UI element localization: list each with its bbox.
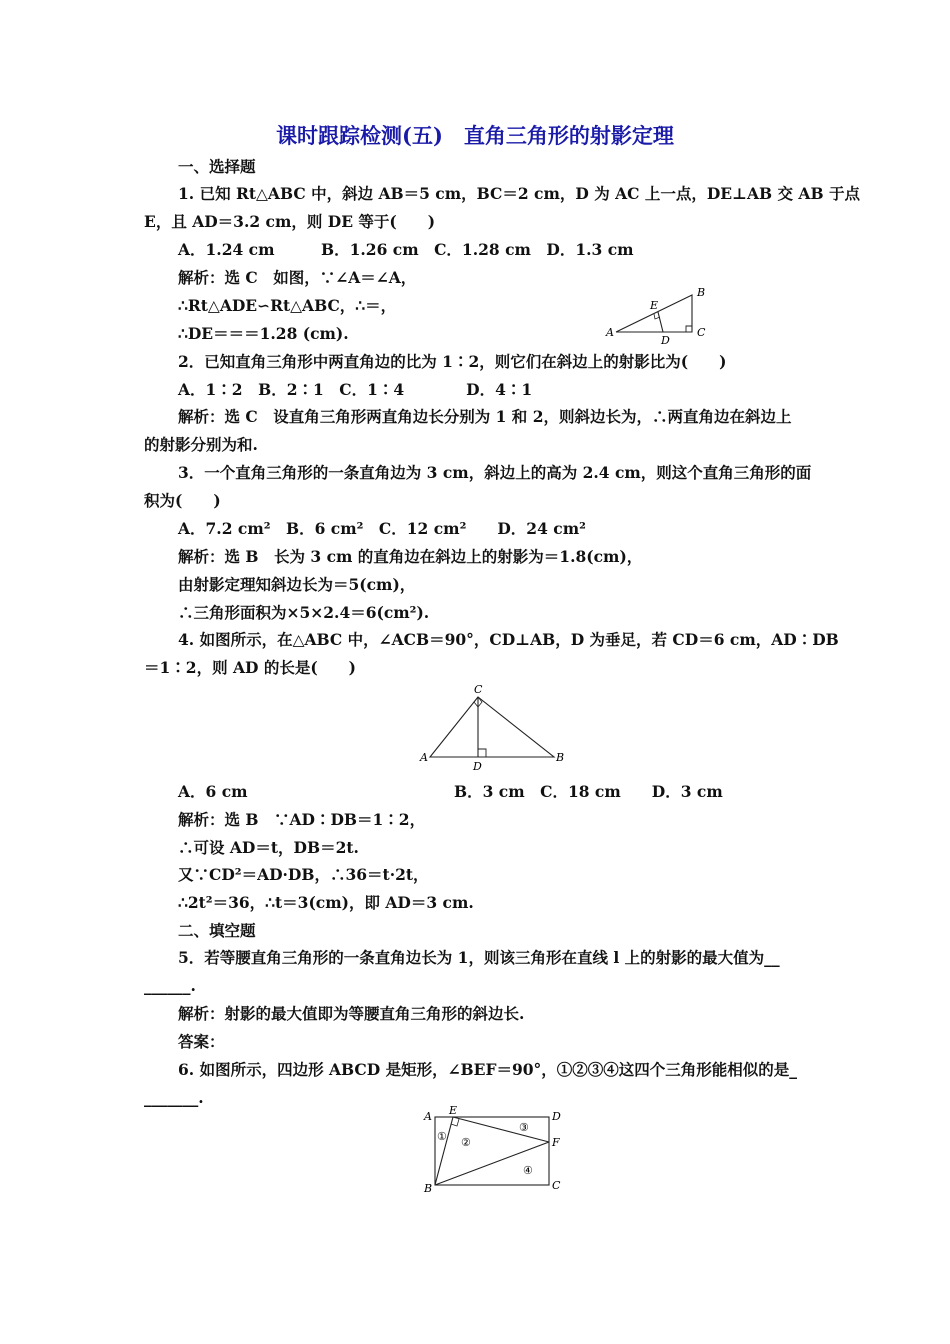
q6-label-d: D [552, 1110, 561, 1123]
q1-stem-line2: E，且 AD＝3.2 cm，则 DE 等于( ) [144, 212, 436, 231]
q1-label-c: C [697, 326, 706, 339]
q4-triangle-abc [430, 697, 554, 757]
q6-label-e: E [449, 1104, 458, 1117]
q4-label-a: A [420, 751, 428, 764]
q6-stem-line2: _______. [144, 1088, 204, 1107]
q6-label-b: B [424, 1182, 433, 1195]
q3-solution-line2: 由射影定理知斜边长为＝5(cm)， [178, 575, 416, 594]
q6-stem-line1: 6. 如图所示，四边形 ABCD 是矩形，∠BEF＝90°，①②③④这四个三角形能相似的是_ [178, 1060, 798, 1079]
q3-stem-line2: 积为( ) [144, 491, 221, 510]
q3-solution-line3: ∴三角形面积为×5×2.4＝6(cm²). [178, 603, 430, 622]
q4-solution-line1: 解析：选 B ∵AD∶DB＝1∶2， [178, 810, 426, 829]
q1-solution-line1: 解析：选 C 如图，∵∠A＝∠A， [178, 268, 417, 287]
q4-options-right: B．3 cm C．18 cm D．3 cm [454, 782, 723, 801]
q6-region-3: ③ [519, 1121, 529, 1134]
q5-stem-line1: 5．若等腰直角三角形的一条直角边长为 1，则该三角形在直线 l 上的射影的最大值为__ [178, 948, 780, 967]
q6-label-f: F [552, 1136, 560, 1149]
q4-stem-line1: 4. 如图所示，在△ABC 中，∠ACB＝90°，CD⊥AB，D 为垂足，若 CD＝6 cm，AD∶DB [178, 630, 839, 649]
q6-region-2: ② [461, 1136, 471, 1149]
q1-label-e: E [650, 299, 659, 312]
q4-figure [418, 682, 568, 774]
q6-region-4: ④ [523, 1164, 533, 1177]
q1-label-b: B [697, 286, 706, 299]
section-heading-fill: 二、填空题 [178, 921, 256, 940]
q6-segment-be [435, 1117, 453, 1185]
q1-label-d: D [661, 334, 670, 346]
page-title: 课时跟踪检测(五) 直角三角形的射影定理 [276, 123, 674, 148]
q1-options: A．1.24 cm B．1.26 cm C．1.28 cm D．1.3 cm [178, 240, 634, 259]
q4-right-angle-mark-d [478, 749, 486, 757]
q6-region-1: ① [437, 1130, 447, 1143]
q1-solution-line3: ∴DE＝＝＝1.28 (cm). [178, 324, 349, 343]
q2-stem: 2．已知直角三角形中两直角边的比为 1∶2，则它们在斜边上的射影比为( ) [178, 352, 727, 371]
q4-label-d: D [473, 760, 482, 773]
q6-label-a: A [424, 1110, 432, 1123]
q5-answer-label: 答案： [178, 1032, 225, 1051]
q5-stem-line2: ______. [144, 976, 196, 995]
q1-right-angle-mark-c [686, 326, 692, 332]
q4-solution-line3: 又∵CD²＝AD·DB，∴36＝t·2t， [178, 865, 429, 884]
q4-label-b: B [556, 751, 565, 764]
q3-options: A．7.2 cm² B．6 cm² C．12 cm² D．24 cm² [178, 519, 586, 538]
q2-solution-line1: 解析：选 C 设直角三角形两直角边长分别为 1 和 2，则斜边长为，∴两直角边在斜边上 [178, 407, 792, 426]
q1-figure [600, 284, 715, 346]
q1-stem-line1: 1. 已知 Rt△ABC 中，斜边 AB＝5 cm，BC＝2 cm，D 为 AC 上一点，DE⊥AB 交 AB 于点 [178, 184, 860, 203]
q1-segment-de [658, 312, 663, 332]
q4-stem-line2: ＝1∶2，则 AD 的长是( ) [144, 658, 356, 677]
q2-options: A．1∶2 B．2∶1 C．1∶4 D．4∶1 [178, 380, 533, 399]
q3-solution-line1: 解析：选 B 长为 3 cm 的直角边在斜边上的射影为＝1.8(cm)， [178, 547, 643, 566]
q4-solution-line2: ∴可设 AD＝t，DB＝2t. [178, 838, 359, 857]
q1-solution-line2: ∴Rt△ADE∽Rt△ABC，∴＝， [178, 296, 397, 315]
q2-solution-line2: 的射影分别为和. [144, 435, 258, 454]
q4-label-c: C [474, 683, 483, 696]
q5-solution: 解析：射影的最大值即为等腰直角三角形的斜边长. [178, 1004, 525, 1023]
q3-stem-line1: 3．一个直角三角形的一条直角边为 3 cm，斜边上的高为 2.4 cm，则这个直角三角形的面 [178, 463, 812, 482]
q1-label-a: A [606, 326, 614, 339]
q4-options-left: A．6 cm [178, 782, 248, 801]
q4-solution-line4: ∴2t²＝36，∴t＝3(cm)，即 AD＝3 cm. [178, 893, 474, 912]
q6-label-c: C [552, 1179, 561, 1192]
q6-figure [420, 1104, 568, 1196]
section-heading-choice: 一、选择题 [178, 157, 256, 176]
